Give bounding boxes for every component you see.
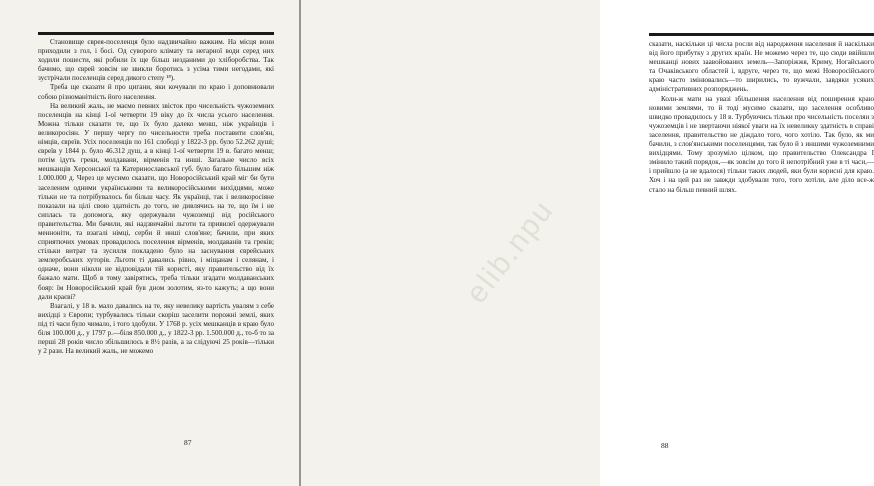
watermark: elib.npu: [459, 193, 561, 310]
paragraph: Треба ще сказати й про цигани, яки кочували по краю і доповнювали собою різноманітність його населення.: [38, 83, 274, 101]
page-number-right: 88: [661, 441, 669, 450]
paragraph: сказати, наскільки ці числа росли від народження населення й наскільки від його прибутку з других країн. Не можемо через те, що сюди ввійшли мешканці нових заавойованих земель—Запоріжжя, Криму, Ногайського та Очаківського областей і, вдруге, через те, що межі Новоросійського краю часто змінювались—то ширились, то вужчали, завдяки усяких адміністративних розпоряджень.: [649, 40, 874, 94]
left-page-text: [38, 38, 274, 356]
paragraph: Коли-ж мати на увазі збільшення населення від поширення краю новими землями, то й тоді мусимо сказати, що заселення особливо швидко провадилось у 18 в. Турбуючись тільки про чисельність поселян з чужоземців і не звертаючи ніякої уваги на їх невеликку здатність в справі заселення, правительство не діждало того, чого хотіло. Так було, як ми бачили, з слов'янськими поселенцями, так було й з иншими чужоземними вихідцями. Тому зрозуміло цілком, що правительство Олександра I змінило такий порядок,—як зовсім до того й непотрібний уже в ті часи,—і прийшло (а не вдалося) тільки таких людей, яки були корисні для краю. Хоч і на цей раз не завжди здобували того, того хотіли, але діло все-ж стало на більш певний шлях.: [649, 94, 874, 194]
page-number-left: 87: [184, 438, 192, 447]
top-rule-left: [38, 32, 274, 35]
paragraph: На великий жаль, не маємо певних звісток про чисельність чужоземних поселенців на кінці 1-ої четверти 19 віку до їх числа усього населення. Можна тільки сказати те, що їх було далеко менш, ніж українців і великоросіян. У першу чергу по чисельности треба поставити слов'ян, німців, євреїв. Усіх поселенців по 161 слободі у 1822-3 рр. було 52.262 душі; євреїв у 1844 р. було 46.312 душ, а в кінці 1-ої четверти 19 в. багато менш; потім ідуть греки, молдавани, вірменія та инші. Загальне число всіх мешканців Херсонської та Катеринославської губ. було багато більшим ніж 1.000.000 д. Через це мусимо сказати, що Новоросійський край мiг би бути заселеним одними українськими та великоросійськими вихідцями, може тільки не та потрібувалось би більш часу. Як українці, так і великоросіяне показали на цілі свою здатність до того, не дивлячись на те, що їм і не сиплась та допомога, яку одержували чужоземці від російського правительства. Ми бачили, які надзвичайні льготи та привилеї одержували менноніти, та взагалі німці, серби й инші слов'яне; бачили, при яких сприятючих умовах провадилось поселення вірменів, молдаванів та греків; стільки витрат та зусилля покладено було на заснування єврейських землеробських хуторів. Льготи ті давались рівно, і міщанам і селянам, і одначе, вони ніколи не відповідали тій користі, яку правительство від їх бажало мати. Щоб в тому завірятись, треба тільки згадати молдаванських бояр: їм Новоросійський край був дном золотим, яз-то кажуть; а що вони дали краєві?: [38, 101, 274, 301]
left-page: [0, 0, 299, 486]
right-page-text: [649, 40, 874, 195]
right-page: [301, 0, 874, 486]
paragraph: Становище єврея-поселенця було надзвичайно важким. На місця вони приходили з гол, і босі. Од суворого клімату та негарної води серед них ходили пошести, які робили їх ще більш незданими до хліборобства. Так бачимо, що єврей зовсім не звикли боротись з усіма тими негодами, які зустрічали поселенців серед дикого степу ¹⁸).: [38, 38, 274, 83]
paragraph: Взагалі, у 18 в. мало давались на те, яку невелику вартість увалям з себе вихідці з Європи; турбувались тільки скоріш заселити порожні землі, яких під ті часи було чимало, і того здобули. У 1768 р. усіх мешканців в краю було біля 100.000 д., у 1797 р.—біля 850.000 д., у 1822-3 рр. 1.500.000 д., то-б то за перші 28 років число збільшилось в 8½ разів, а за слідуючі 25 років—тільки у 2 рази. На великий жаль, не можемо: [38, 301, 274, 356]
top-rule-right: [649, 33, 874, 36]
